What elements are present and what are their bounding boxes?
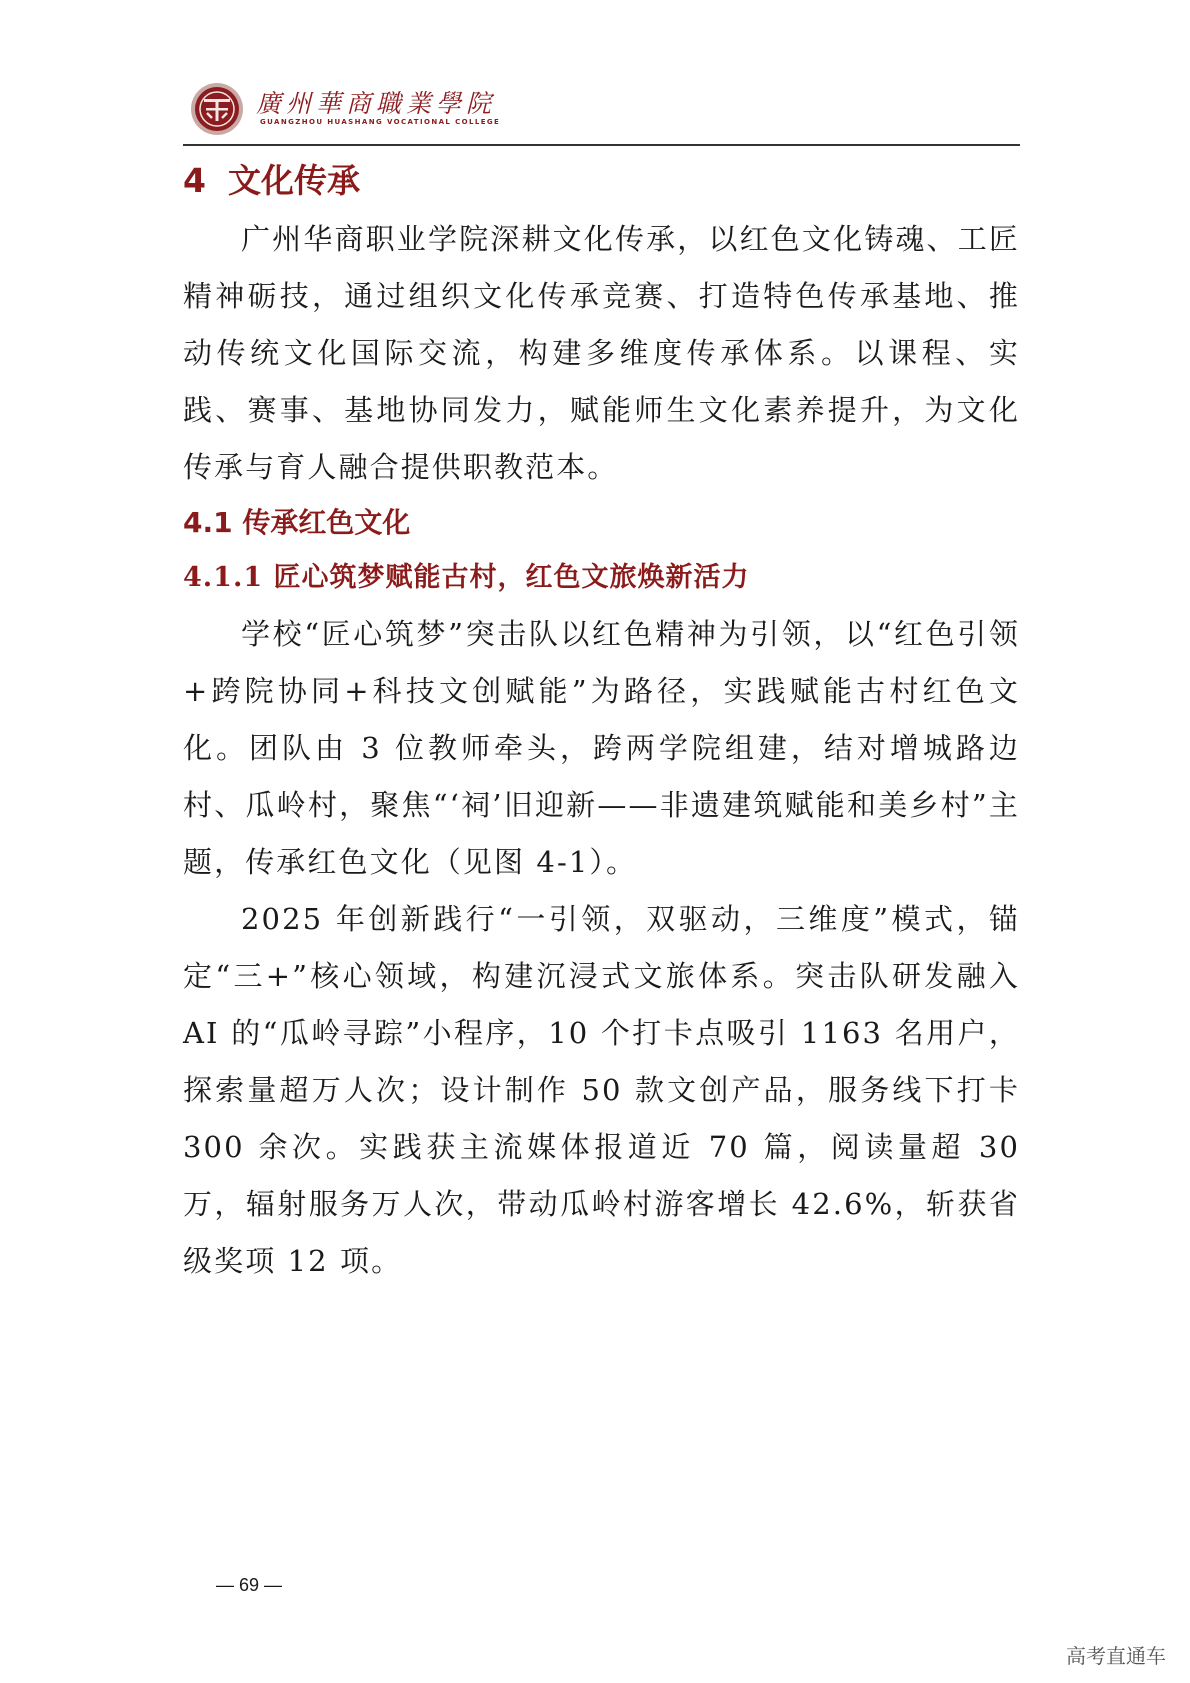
section-number: 4 [183, 161, 206, 200]
watermark-text: 高考直通车 [1066, 1644, 1166, 1668]
section-title: 文化传承 [227, 161, 360, 200]
section-heading [183, 155, 1020, 207]
college-name-en: GUANGZHOU HUASHANG VOCATIONAL COLLEGE [260, 118, 501, 126]
header-divider [183, 144, 1020, 146]
page-header [190, 78, 1020, 142]
subsubsection-heading: 4.1.1 匠心筑梦赋能古村，红色文旅焕新活力 [183, 562, 750, 593]
body-paragraph: 2025 年创新践行“一引领，双驱动，三维度”模式，锚定“三+”核心领域，构建沉浸式文旅体系。突击队研发融入 AI 的“瓜岭寻踪”小程序，10 个打卡点吸引 1163 名用户，探索量超万人次；设计制作 50 款文创产品，服务线下打卡 300 余次。实践获主流媒体报道近 70 篇，阅读量超 30 万，辐射服务万人次，带动瓜岭村游客增长 42.6%，斩获省级奖项 12 项。 [183, 902, 1020, 1278]
college-name-cn: 廣州華商職業學院 [256, 89, 497, 118]
subsection-heading: 4.1 传承红色文化 [183, 506, 411, 539]
section-intro-paragraph: 广州华商职业学院深耕文化传承，以红色文化铸魂、工匠精神砺技，通过组织文化传承竞赛、打造特色传承基地、推动传统文化国际交流，构建多维度传承体系。以课程、实践、赛事、基地协同发力，赋能师生文化素养提升，为文化传承与育人融合提供职教范本。 [183, 222, 1020, 484]
college-logo-icon [190, 82, 244, 136]
page-number: — 69 — [216, 1575, 283, 1595]
page-content [183, 155, 1020, 1290]
body-paragraph: 学校“匠心筑梦”突击队以红色精神为引领，以“红色引领+跨院协同+科技文创赋能”为路径，实践赋能古村红色文化。团队由 3 位教师牵头，跨两学院组建，结对增城路边村、瓜岭村，聚焦“‘祠’旧迎新——非遗建筑赋能和美乡村”主题，传承红色文化（见图 4-1）。 [183, 617, 1020, 879]
